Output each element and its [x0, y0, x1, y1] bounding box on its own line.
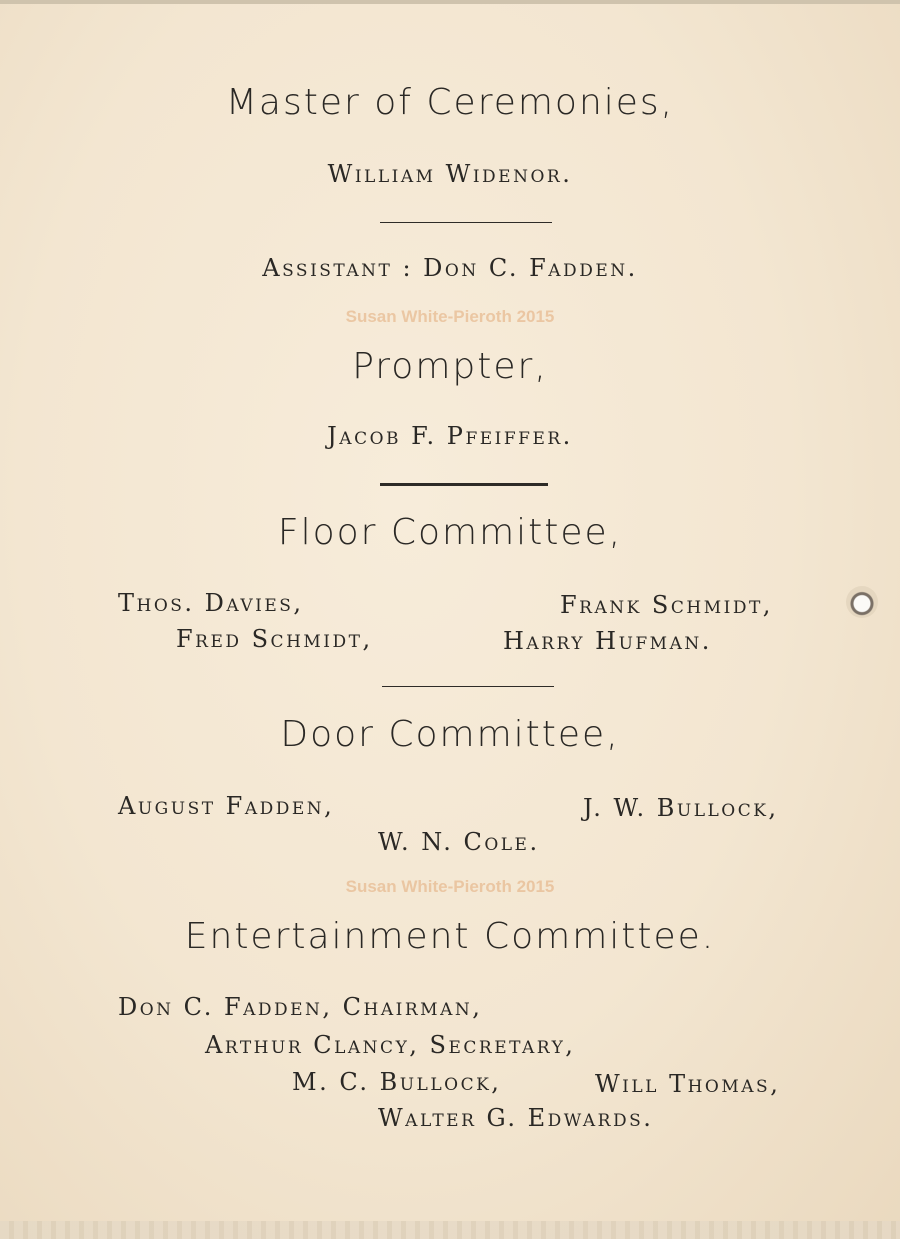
divider-thin-1: [380, 222, 552, 223]
prompter-heading: Prompter,: [352, 346, 548, 387]
entertainment-member-2: Arthur Clancy, Secretary,: [205, 1031, 576, 1059]
floor-member-2: Frank Schmidt,: [560, 591, 773, 619]
prompter-name: Jacob F. Pfeiffer.: [327, 422, 573, 450]
door-member-1: August Fadden,: [118, 792, 335, 820]
entertainment-member-3: M. C. Bullock,: [292, 1068, 502, 1096]
assistant-line: Assistant : Don C. Fadden.: [262, 254, 638, 282]
floor-member-4: Harry Hufman.: [503, 627, 712, 655]
divider-thin-2: [382, 686, 554, 687]
watermark-2: Susan White-Pieroth 2015: [345, 877, 555, 896]
floor-member-3: Fred Schmidt,: [176, 625, 373, 653]
floor-heading: Floor Committee,: [277, 512, 623, 553]
entertainment-member-5: Walter G. Edwards.: [378, 1104, 654, 1132]
door-member-2: J. W. Bullock,: [583, 794, 779, 822]
entertainment-heading: Entertainment Committee.: [184, 916, 716, 957]
punch-hole: [846, 586, 878, 618]
door-member-3: W. N. Cole.: [378, 828, 540, 856]
watermark-1: Susan White-Pieroth 2015: [345, 307, 555, 326]
master-heading: Master of Ceremonies,: [225, 82, 675, 123]
door-heading: Door Committee,: [280, 714, 620, 755]
entertainment-member-4: Will Thomas,: [595, 1070, 781, 1098]
floor-member-1: Thos. Davies,: [118, 589, 304, 617]
master-name: William Widenor.: [327, 160, 573, 188]
divider-thick: [380, 483, 548, 486]
deckled-bottom-edge: [0, 1221, 900, 1239]
entertainment-member-1: Don C. Fadden, Chairman,: [118, 993, 483, 1021]
